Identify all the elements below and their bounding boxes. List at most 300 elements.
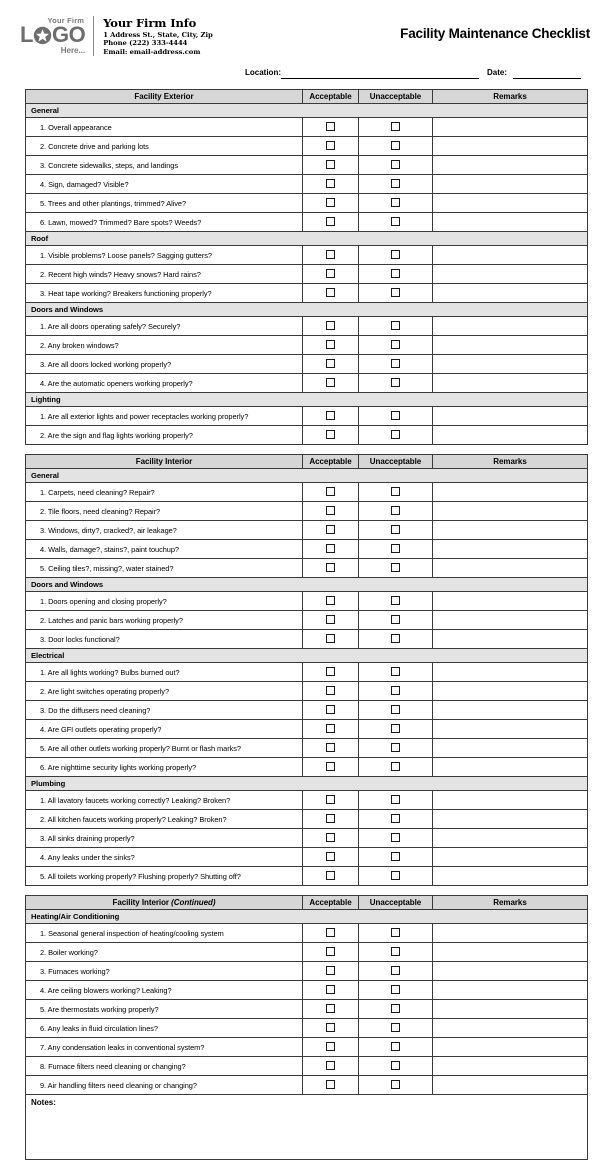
acceptable-checkbox[interactable] xyxy=(326,1042,335,1051)
remarks-input[interactable] xyxy=(433,213,588,232)
checklist-row xyxy=(26,407,588,426)
checklist-row xyxy=(26,943,588,962)
section-title: Doors and Windows xyxy=(26,303,588,317)
notes-row[interactable] xyxy=(26,1095,588,1160)
acceptable-checkbox-cell[interactable] xyxy=(303,943,359,962)
checklist-item-label: 6. Any leaks in fluid circulation lines? xyxy=(26,1019,303,1038)
unacceptable-checkbox-cell[interactable] xyxy=(359,194,433,213)
unacceptable-checkbox-cell[interactable] xyxy=(359,981,433,1000)
unacceptable-checkbox[interactable] xyxy=(391,743,400,752)
checklist-item-label: 5. Trees and other plantings, trimmed? Alive? xyxy=(26,194,303,213)
acceptable-checkbox-cell[interactable] xyxy=(303,317,359,336)
acceptable-checkbox[interactable] xyxy=(326,160,335,169)
column-header-remarks: Remarks xyxy=(433,896,588,910)
acceptable-checkbox[interactable] xyxy=(326,928,335,937)
remarks-input[interactable] xyxy=(433,175,588,194)
acceptable-checkbox-cell[interactable] xyxy=(303,521,359,540)
acceptable-checkbox-cell[interactable] xyxy=(303,407,359,426)
checklist-row xyxy=(26,213,588,232)
unacceptable-checkbox[interactable] xyxy=(391,430,400,439)
remarks-input[interactable] xyxy=(433,502,588,521)
unacceptable-checkbox[interactable] xyxy=(391,686,400,695)
acceptable-checkbox[interactable] xyxy=(326,288,335,297)
checklist-row xyxy=(26,502,588,521)
remarks-input[interactable] xyxy=(433,829,588,848)
remarks-input[interactable] xyxy=(433,246,588,265)
checklist-row xyxy=(26,663,588,682)
checklist-row xyxy=(26,611,588,630)
acceptable-checkbox[interactable] xyxy=(326,966,335,975)
unacceptable-checkbox-cell[interactable] xyxy=(359,407,433,426)
acceptable-checkbox[interactable] xyxy=(326,340,335,349)
remarks-input[interactable] xyxy=(433,1038,588,1057)
unacceptable-checkbox[interactable] xyxy=(391,506,400,515)
logo-letter-l: L xyxy=(20,22,33,48)
unacceptable-checkbox-cell[interactable] xyxy=(359,682,433,701)
acceptable-checkbox[interactable] xyxy=(326,871,335,880)
notes-label: Notes: xyxy=(31,1098,56,1107)
unacceptable-checkbox[interactable] xyxy=(391,411,400,420)
acceptable-checkbox[interactable] xyxy=(326,686,335,695)
remarks-input[interactable] xyxy=(433,758,588,777)
checklist-row xyxy=(26,1000,588,1019)
checklist-item-label: 4. Are the automatic openers working properly? xyxy=(26,374,303,393)
acceptable-checkbox[interactable] xyxy=(326,596,335,605)
acceptable-checkbox[interactable] xyxy=(326,1004,335,1013)
acceptable-checkbox-cell[interactable] xyxy=(303,739,359,758)
checklist-item-label: 8. Furnace filters need cleaning or changing? xyxy=(26,1057,303,1076)
unacceptable-checkbox-cell[interactable] xyxy=(359,502,433,521)
unacceptable-checkbox-cell[interactable] xyxy=(359,284,433,303)
checklist-item-label: 3. Heat tape working? Breakers functioning properly? xyxy=(26,284,303,303)
acceptable-checkbox-cell[interactable] xyxy=(303,611,359,630)
remarks-input[interactable] xyxy=(433,265,588,284)
unacceptable-checkbox-cell[interactable] xyxy=(359,1076,433,1095)
checklist-row xyxy=(26,758,588,777)
unacceptable-checkbox-cell[interactable] xyxy=(359,943,433,962)
unacceptable-checkbox[interactable] xyxy=(391,340,400,349)
unacceptable-checkbox[interactable] xyxy=(391,525,400,534)
checklist-item-label: 1. Visible problems? Loose panels? Sagging gutters? xyxy=(26,246,303,265)
checklist-item-label: 4. Are ceiling blowers working? Leaking? xyxy=(26,981,303,1000)
remarks-input[interactable] xyxy=(433,559,588,578)
remarks-input[interactable] xyxy=(433,336,588,355)
unacceptable-checkbox[interactable] xyxy=(391,852,400,861)
acceptable-checkbox-cell[interactable] xyxy=(303,592,359,611)
unacceptable-checkbox[interactable] xyxy=(391,250,400,259)
checklist-item-label: 2. Latches and panic bars working properly? xyxy=(26,611,303,630)
acceptable-checkbox[interactable] xyxy=(326,487,335,496)
checklist-item-label: 5. All toilets working properly? Flushing properly? Shutting off? xyxy=(26,867,303,886)
table-title: Facility Exterior xyxy=(26,90,303,104)
checklist-row xyxy=(26,540,588,559)
unacceptable-checkbox[interactable] xyxy=(391,179,400,188)
remarks-input[interactable] xyxy=(433,1057,588,1076)
unacceptable-checkbox-cell[interactable] xyxy=(359,483,433,502)
unacceptable-checkbox[interactable] xyxy=(391,795,400,804)
remarks-input[interactable] xyxy=(433,592,588,611)
unacceptable-checkbox-cell[interactable] xyxy=(359,1000,433,1019)
acceptable-checkbox[interactable] xyxy=(326,724,335,733)
section-header-row xyxy=(26,469,588,483)
star-in-circle-logo-icon xyxy=(33,26,52,45)
unacceptable-checkbox[interactable] xyxy=(391,288,400,297)
checklist-row xyxy=(26,118,588,137)
firm-name: Your Firm Info xyxy=(103,16,197,30)
acceptable-checkbox[interactable] xyxy=(326,795,335,804)
acceptable-checkbox[interactable] xyxy=(326,762,335,771)
logo-bottom-text: Here... xyxy=(60,46,86,56)
checklist-item-label: 3. Windows, dirty?, cracked?, air leakage? xyxy=(26,521,303,540)
remarks-input[interactable] xyxy=(433,284,588,303)
checklist-item-label: 2. All kitchen faucets working properly? Leaking? Broken? xyxy=(26,810,303,829)
acceptable-checkbox-cell[interactable] xyxy=(303,867,359,886)
checklist-row xyxy=(26,630,588,649)
page-title: Facility Maintenance Checklist xyxy=(400,26,590,41)
section-header-row xyxy=(26,232,588,246)
acceptable-checkbox-cell[interactable] xyxy=(303,540,359,559)
unacceptable-checkbox[interactable] xyxy=(391,563,400,572)
checklist-row xyxy=(26,791,588,810)
acceptable-checkbox[interactable] xyxy=(326,833,335,842)
unacceptable-checkbox-cell[interactable] xyxy=(359,118,433,137)
column-header-unacceptable: Unacceptable xyxy=(359,896,433,910)
unacceptable-checkbox[interactable] xyxy=(391,141,400,150)
checklist-item-label: 1. Carpets, need cleaning? Repair? xyxy=(26,483,303,502)
unacceptable-checkbox-cell[interactable] xyxy=(359,848,433,867)
unacceptable-checkbox-cell[interactable] xyxy=(359,829,433,848)
checklist-item-label: 1. Doors opening and closing properly? xyxy=(26,592,303,611)
acceptable-checkbox-cell[interactable] xyxy=(303,630,359,649)
checklist-row xyxy=(26,848,588,867)
remarks-input[interactable] xyxy=(433,540,588,559)
acceptable-checkbox-cell[interactable] xyxy=(303,682,359,701)
acceptable-checkbox-cell[interactable] xyxy=(303,175,359,194)
checklist-row xyxy=(26,867,588,886)
acceptable-checkbox[interactable] xyxy=(326,217,335,226)
acceptable-checkbox-cell[interactable] xyxy=(303,924,359,943)
unacceptable-checkbox[interactable] xyxy=(391,724,400,733)
unacceptable-checkbox-cell[interactable] xyxy=(359,156,433,175)
unacceptable-checkbox[interactable] xyxy=(391,833,400,842)
remarks-input[interactable] xyxy=(433,1076,588,1095)
checklist-item-label: 4. Are GFI outlets operating properly? xyxy=(26,720,303,739)
unacceptable-checkbox[interactable] xyxy=(391,269,400,278)
acceptable-checkbox-cell[interactable] xyxy=(303,284,359,303)
acceptable-checkbox[interactable] xyxy=(326,947,335,956)
checklist-item-label: 1. Are all lights working? Bulbs burned out? xyxy=(26,663,303,682)
unacceptable-checkbox-cell[interactable] xyxy=(359,739,433,758)
unacceptable-checkbox[interactable] xyxy=(391,217,400,226)
unacceptable-checkbox[interactable] xyxy=(391,160,400,169)
acceptable-checkbox-cell[interactable] xyxy=(303,502,359,521)
remarks-input[interactable] xyxy=(433,867,588,886)
acceptable-checkbox[interactable] xyxy=(326,250,335,259)
remarks-input[interactable] xyxy=(433,810,588,829)
unacceptable-checkbox-cell[interactable] xyxy=(359,175,433,194)
acceptable-checkbox-cell[interactable] xyxy=(303,118,359,137)
table-title: Facility Interior xyxy=(26,455,303,469)
acceptable-checkbox[interactable] xyxy=(326,615,335,624)
acceptable-checkbox-cell[interactable] xyxy=(303,701,359,720)
acceptable-checkbox-cell[interactable] xyxy=(303,810,359,829)
unacceptable-checkbox-cell[interactable] xyxy=(359,1019,433,1038)
unacceptable-checkbox-cell[interactable] xyxy=(359,592,433,611)
checklist-table xyxy=(25,454,588,886)
remarks-input[interactable] xyxy=(433,924,588,943)
unacceptable-checkbox-cell[interactable] xyxy=(359,540,433,559)
unacceptable-checkbox[interactable] xyxy=(391,985,400,994)
unacceptable-checkbox[interactable] xyxy=(391,359,400,368)
acceptable-checkbox[interactable] xyxy=(326,985,335,994)
remarks-input[interactable] xyxy=(433,483,588,502)
notes-area[interactable] xyxy=(26,1095,588,1160)
acceptable-checkbox[interactable] xyxy=(326,198,335,207)
acceptable-checkbox[interactable] xyxy=(326,667,335,676)
unacceptable-checkbox[interactable] xyxy=(391,966,400,975)
acceptable-checkbox-cell[interactable] xyxy=(303,720,359,739)
acceptable-checkbox[interactable] xyxy=(326,814,335,823)
acceptable-checkbox[interactable] xyxy=(326,378,335,387)
unacceptable-checkbox-cell[interactable] xyxy=(359,791,433,810)
checklist-row xyxy=(26,284,588,303)
date-label: Date: xyxy=(487,68,508,77)
section-header-row xyxy=(26,578,588,592)
table-header-row xyxy=(26,896,588,910)
unacceptable-checkbox-cell[interactable] xyxy=(359,265,433,284)
table-title: Facility Interior (Continued) xyxy=(26,896,303,910)
unacceptable-checkbox-cell[interactable] xyxy=(359,663,433,682)
unacceptable-checkbox[interactable] xyxy=(391,814,400,823)
acceptable-checkbox[interactable] xyxy=(326,321,335,330)
checklist-item-label: 1. Are all exterior lights and power receptacles working properly? xyxy=(26,407,303,426)
acceptable-checkbox[interactable] xyxy=(326,506,335,515)
unacceptable-checkbox-cell[interactable] xyxy=(359,630,433,649)
unacceptable-checkbox[interactable] xyxy=(391,871,400,880)
column-header-acceptable: Acceptable xyxy=(303,455,359,469)
checklist-row xyxy=(26,156,588,175)
remarks-input[interactable] xyxy=(433,137,588,156)
acceptable-checkbox-cell[interactable] xyxy=(303,483,359,502)
remarks-input[interactable] xyxy=(433,611,588,630)
checklist-item-label: 4. Any leaks under the sinks? xyxy=(26,848,303,867)
unacceptable-checkbox-cell[interactable] xyxy=(359,317,433,336)
remarks-input[interactable] xyxy=(433,317,588,336)
section-title: General xyxy=(26,104,588,118)
acceptable-checkbox[interactable] xyxy=(326,269,335,278)
acceptable-checkbox-cell[interactable] xyxy=(303,663,359,682)
acceptable-checkbox-cell[interactable] xyxy=(303,848,359,867)
remarks-input[interactable] xyxy=(433,355,588,374)
remarks-input[interactable] xyxy=(433,701,588,720)
remarks-input[interactable] xyxy=(433,426,588,445)
acceptable-checkbox-cell[interactable] xyxy=(303,246,359,265)
remarks-input[interactable] xyxy=(433,118,588,137)
firm-info-block xyxy=(94,16,213,56)
acceptable-checkbox[interactable] xyxy=(326,411,335,420)
unacceptable-checkbox[interactable] xyxy=(391,596,400,605)
checklist-table xyxy=(25,895,588,1160)
unacceptable-checkbox[interactable] xyxy=(391,1042,400,1051)
acceptable-checkbox-cell[interactable] xyxy=(303,1076,359,1095)
checklist-item-label: 1. Are all doors operating safely? Securely? xyxy=(26,317,303,336)
remarks-input[interactable] xyxy=(433,682,588,701)
acceptable-checkbox[interactable] xyxy=(326,1080,335,1089)
unacceptable-checkbox-cell[interactable] xyxy=(359,355,433,374)
acceptable-checkbox-cell[interactable] xyxy=(303,559,359,578)
unacceptable-checkbox-cell[interactable] xyxy=(359,521,433,540)
date-input[interactable] xyxy=(513,78,581,79)
unacceptable-checkbox-cell[interactable] xyxy=(359,867,433,886)
unacceptable-checkbox-cell[interactable] xyxy=(359,1057,433,1076)
checklist-item-label: 4. Sign, damaged? Visible? xyxy=(26,175,303,194)
acceptable-checkbox-cell[interactable] xyxy=(303,265,359,284)
acceptable-checkbox-cell[interactable] xyxy=(303,426,359,445)
acceptable-checkbox[interactable] xyxy=(326,141,335,150)
unacceptable-checkbox-cell[interactable] xyxy=(359,213,433,232)
remarks-input[interactable] xyxy=(433,663,588,682)
acceptable-checkbox[interactable] xyxy=(326,1023,335,1032)
acceptable-checkbox-cell[interactable] xyxy=(303,1038,359,1057)
unacceptable-checkbox-cell[interactable] xyxy=(359,924,433,943)
checklist-row xyxy=(26,720,588,739)
remarks-input[interactable] xyxy=(433,791,588,810)
remarks-input[interactable] xyxy=(433,739,588,758)
column-header-remarks: Remarks xyxy=(433,455,588,469)
unacceptable-checkbox[interactable] xyxy=(391,544,400,553)
acceptable-checkbox-cell[interactable] xyxy=(303,336,359,355)
remarks-input[interactable] xyxy=(433,981,588,1000)
unacceptable-checkbox[interactable] xyxy=(391,1061,400,1070)
section-header-row xyxy=(26,649,588,663)
acceptable-checkbox[interactable] xyxy=(326,525,335,534)
unacceptable-checkbox[interactable] xyxy=(391,947,400,956)
remarks-input[interactable] xyxy=(433,156,588,175)
checklist-item-label: 4. Walls, damage?, stains?, paint touchup? xyxy=(26,540,303,559)
remarks-input[interactable] xyxy=(433,1019,588,1038)
unacceptable-checkbox[interactable] xyxy=(391,1023,400,1032)
checklist-row xyxy=(26,137,588,156)
unacceptable-checkbox-cell[interactable] xyxy=(359,758,433,777)
acceptable-checkbox[interactable] xyxy=(326,634,335,643)
acceptable-checkbox-cell[interactable] xyxy=(303,829,359,848)
unacceptable-checkbox[interactable] xyxy=(391,928,400,937)
unacceptable-checkbox-cell[interactable] xyxy=(359,559,433,578)
acceptable-checkbox[interactable] xyxy=(326,430,335,439)
unacceptable-checkbox-cell[interactable] xyxy=(359,1038,433,1057)
acceptable-checkbox-cell[interactable] xyxy=(303,194,359,213)
unacceptable-checkbox[interactable] xyxy=(391,1004,400,1013)
checklist-row xyxy=(26,924,588,943)
acceptable-checkbox-cell[interactable] xyxy=(303,758,359,777)
section-header-row xyxy=(26,303,588,317)
checklist-item-label: 2. Tile floors, need cleaning? Repair? xyxy=(26,502,303,521)
remarks-input[interactable] xyxy=(433,720,588,739)
firm-email: Email: email-address.com xyxy=(103,47,201,56)
unacceptable-checkbox-cell[interactable] xyxy=(359,611,433,630)
unacceptable-checkbox[interactable] xyxy=(391,378,400,387)
remarks-input[interactable] xyxy=(433,848,588,867)
location-input[interactable] xyxy=(281,78,479,79)
unacceptable-checkbox-cell[interactable] xyxy=(359,137,433,156)
acceptable-checkbox[interactable] xyxy=(326,705,335,714)
unacceptable-checkbox[interactable] xyxy=(391,321,400,330)
remarks-input[interactable] xyxy=(433,407,588,426)
unacceptable-checkbox[interactable] xyxy=(391,1080,400,1089)
acceptable-checkbox[interactable] xyxy=(326,359,335,368)
acceptable-checkbox-cell[interactable] xyxy=(303,374,359,393)
unacceptable-checkbox-cell[interactable] xyxy=(359,426,433,445)
remarks-input[interactable] xyxy=(433,1000,588,1019)
unacceptable-checkbox[interactable] xyxy=(391,634,400,643)
page-header xyxy=(0,0,612,58)
column-header-acceptable: Acceptable xyxy=(303,90,359,104)
remarks-input[interactable] xyxy=(433,194,588,213)
unacceptable-checkbox[interactable] xyxy=(391,705,400,714)
acceptable-checkbox-cell[interactable] xyxy=(303,213,359,232)
acceptable-checkbox-cell[interactable] xyxy=(303,137,359,156)
section-title: Doors and Windows xyxy=(26,578,588,592)
acceptable-checkbox[interactable] xyxy=(326,563,335,572)
checklist-item-label: 2. Concrete drive and parking lots xyxy=(26,137,303,156)
acceptable-checkbox-cell[interactable] xyxy=(303,981,359,1000)
unacceptable-checkbox-cell[interactable] xyxy=(359,336,433,355)
remarks-input[interactable] xyxy=(433,630,588,649)
checklist-row xyxy=(26,355,588,374)
unacceptable-checkbox-cell[interactable] xyxy=(359,810,433,829)
checklist-item-label: 6. Are nighttime security lights working properly? xyxy=(26,758,303,777)
unacceptable-checkbox[interactable] xyxy=(391,667,400,676)
checklist-item-label: 6. Lawn, mowed? Trimmed? Bare spots? Weeds? xyxy=(26,213,303,232)
unacceptable-checkbox-cell[interactable] xyxy=(359,701,433,720)
acceptable-checkbox[interactable] xyxy=(326,852,335,861)
unacceptable-checkbox[interactable] xyxy=(391,762,400,771)
logo-top-text: Your Firm xyxy=(47,15,85,25)
unacceptable-checkbox-cell[interactable] xyxy=(359,962,433,981)
unacceptable-checkbox-cell[interactable] xyxy=(359,720,433,739)
section-header-row xyxy=(26,393,588,407)
acceptable-checkbox-cell[interactable] xyxy=(303,1057,359,1076)
acceptable-checkbox-cell[interactable] xyxy=(303,962,359,981)
checklist-row xyxy=(26,559,588,578)
acceptable-checkbox[interactable] xyxy=(326,122,335,131)
acceptable-checkbox-cell[interactable] xyxy=(303,355,359,374)
unacceptable-checkbox[interactable] xyxy=(391,615,400,624)
firm-address: 1 Address St., State, City, Zip xyxy=(103,31,213,40)
acceptable-checkbox-cell[interactable] xyxy=(303,156,359,175)
checklist-row xyxy=(26,1076,588,1095)
acceptable-checkbox[interactable] xyxy=(326,544,335,553)
unacceptable-checkbox[interactable] xyxy=(391,198,400,207)
unacceptable-checkbox[interactable] xyxy=(391,122,400,131)
acceptable-checkbox-cell[interactable] xyxy=(303,1000,359,1019)
acceptable-checkbox[interactable] xyxy=(326,179,335,188)
acceptable-checkbox[interactable] xyxy=(326,743,335,752)
checklist-row xyxy=(26,246,588,265)
acceptable-checkbox-cell[interactable] xyxy=(303,791,359,810)
remarks-input[interactable] xyxy=(433,943,588,962)
remarks-input[interactable] xyxy=(433,962,588,981)
unacceptable-checkbox-cell[interactable] xyxy=(359,246,433,265)
company-logo xyxy=(20,16,94,56)
acceptable-checkbox[interactable] xyxy=(326,1061,335,1070)
unacceptable-checkbox-cell[interactable] xyxy=(359,374,433,393)
unacceptable-checkbox[interactable] xyxy=(391,487,400,496)
remarks-input[interactable] xyxy=(433,521,588,540)
remarks-input[interactable] xyxy=(433,374,588,393)
acceptable-checkbox-cell[interactable] xyxy=(303,1019,359,1038)
section-title: Lighting xyxy=(26,393,588,407)
